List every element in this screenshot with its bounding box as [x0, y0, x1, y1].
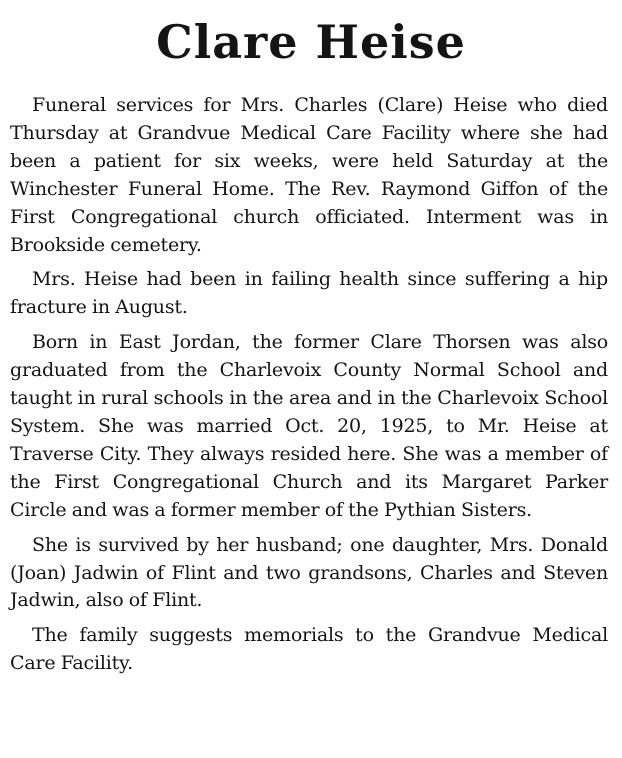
obituary-body: [10, 92, 608, 685]
paragraph-health: Mrs. Heise had been in failing health since suffering a hip fracture in August.: [10, 268, 608, 319]
obituary-headline: Clare Heise: [156, 15, 466, 69]
paragraph-memorials: The family suggests memorials to the Grandvue Medical Care Facility.: [10, 624, 608, 675]
paragraph-survivors: She is survived by her husband; one daughter, Mrs. Donald (Joan) Jadwin of Flint and two grandsons, Charles and Steven Jadwin, also of Flint.: [10, 533, 608, 612]
paragraph-funeral-services: Funeral services for Mrs. Charles (Clare) Heise who died Thursday at Grandvue Medical Care Facility where she had been a patient for six weeks, were held Saturday at the Winchester Funeral Home. The Rev. Raymond Giffon of the First Congregational church officiated. Interment was in Brookside cemetery.: [10, 94, 608, 256]
paragraph-biography: Born in East Jordan, the former Clare Thorsen was also graduated from the Charlevoix County Normal School and taught in rural schools in the area and in the Charlevoix School System. She was married Oct. 20, 1925, to Mr. Heise at Traverse City. They always resided here. She was a member of the First Congregational Church and its Margaret Parker Circle and was a former member of the Pythian Sisters.: [10, 331, 608, 521]
